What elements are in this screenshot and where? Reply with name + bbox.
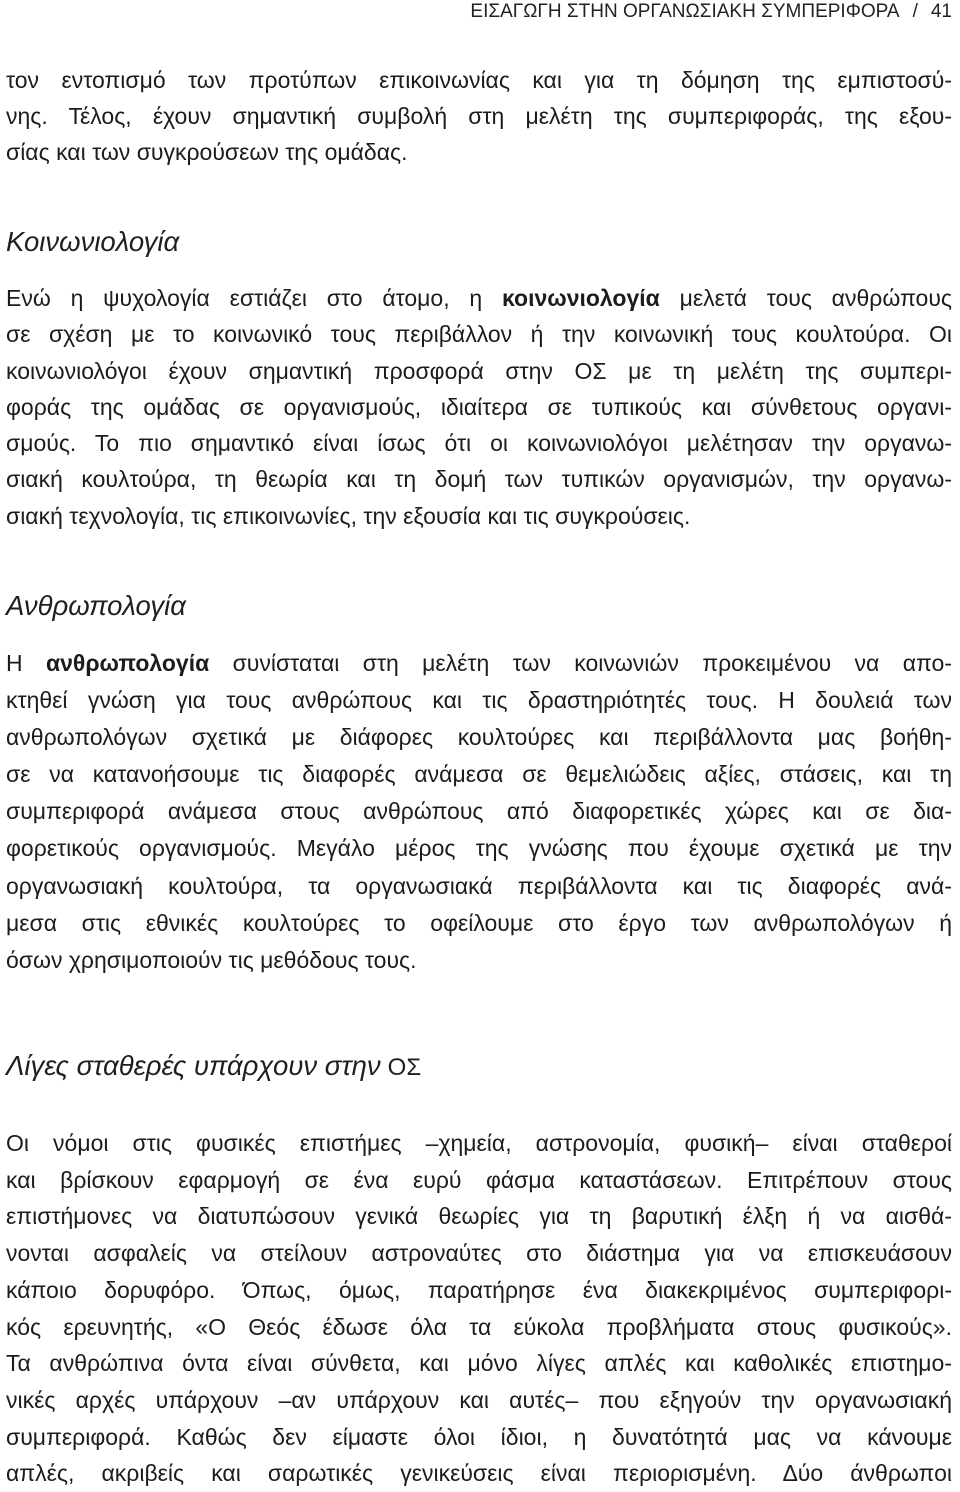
text-segment: μελετά τους ανθρώπους xyxy=(659,285,952,311)
text-line: σε σχέση με το κοινωνικό τους περιβάλλον ή την κοινωνική τους κουλτούρα. Οι xyxy=(6,321,952,348)
text-line: ανθρωπολόγων σχετικά με διάφορες κουλτούρες και περιβάλλοντα μας βοήθη- xyxy=(6,724,952,751)
section-heading-text: Λίγες σταθερές υπάρχουν στην xyxy=(6,1050,381,1081)
section-heading-abbreviation: ΟΣ xyxy=(387,1054,422,1081)
text-line: όσων χρησιμοποιούν τις μεθόδους τους. xyxy=(6,946,417,973)
key-term: κοινωνιολογία xyxy=(501,285,660,311)
header-separator: / xyxy=(912,1,918,22)
text-line: σε να κατανοήσουμε τις διαφορές ανάμεσα σε θεμελιώδεις αξίες, στάσεις, και τη xyxy=(6,761,952,788)
running-title: ΕΙΣΑΓΩΓΗ ΣΤΗΝ ΟΡΓΑΝΩΣΙΑΚΗ ΣΥΜΠΕΡΙΦΟΡΑ xyxy=(470,1,900,22)
text-line: Οι νόμοι στις φυσικές επιστήμες –χημεία, αστρονομία, φυσική– είναι σταθεροί xyxy=(6,1130,952,1156)
text-line: κοινωνιολόγοι έχουν σημαντική προσφορά στην ΟΣ με τη μελέτη της συμπερι- xyxy=(6,357,952,384)
text-line: συμπεριφορά. Καθώς δεν είμαστε όλοι ίδιοι, η δυνατότητά μας να κάνουμε xyxy=(6,1423,952,1450)
text-line: νικές αρχές υπάρχουν –αν υπάρχουν και αυτές– που εξηγούν την οργανωσιακή xyxy=(6,1386,952,1413)
text-line: και βρίσκουν εφαρμογή σε ένα ευρύ φάσμα καταστάσεων. Επιτρέπουν στους xyxy=(6,1166,952,1193)
section-heading xyxy=(6,1048,421,1086)
paragraph-continuation xyxy=(6,62,952,170)
paragraph-anthropology xyxy=(6,645,952,979)
text-line: σίας και των συγκρούσεων της ομάδας. xyxy=(6,139,408,165)
text-line: σμούς. Το πιο σημαντικό είναι ίσως ότι οι κοινωνιολόγοι μελέτησαν την οργανω- xyxy=(6,430,952,457)
text-line xyxy=(6,645,952,682)
paragraph-constants xyxy=(6,1125,952,1492)
text-line: σιακή τεχνολογία, τις επικοινωνίες, την εξουσία και τις συγκρούσεις. xyxy=(6,502,691,529)
text-line: μεσα στις εθνικές κουλτούρες το οφείλουμε στο έργο των ανθρωπολόγων ή xyxy=(6,909,952,936)
section-heading: Ανθρωπολογία xyxy=(6,590,186,621)
text-line: νονται ασφαλείς να στείλουν αστροναύτες στο διάστημα για να επισκευάσουν xyxy=(6,1240,952,1267)
section-heading: Κοινωνιολογία xyxy=(6,226,180,257)
text-line: συμπεριφορά ανάμεσα στους ανθρώπους από διαφορετικές χώρες και σε δια- xyxy=(6,798,952,825)
text-segment: συνίσταται στη μελέτη των κοινωνιών προκειμένου να απο- xyxy=(209,650,952,676)
text-line: κός ερευνητής, «Ο Θεός έδωσε όλα τα εύκολα προβλήματα στους φυσικούς». xyxy=(6,1313,952,1340)
text-line: τον εντοπισμό των προτύπων επικοινωνίας και για τη δόμηση της εμπιστοσύ- xyxy=(6,67,952,93)
text-line xyxy=(6,280,952,316)
text-segment: Ενώ η ψυχολογία εστιάζει στο άτομο, η xyxy=(6,285,502,311)
text-line: επιστήμονες να διατυπώσουν γενικά θεωρίες για τη βαρυτική έλξη ή να αισθά- xyxy=(6,1203,952,1230)
paragraph-sociology xyxy=(6,280,952,534)
text-line: φορετικούς οργανισμούς. Μεγάλο μέρος της γνώσης που έχουμε σχετικά με την xyxy=(6,835,952,862)
running-header xyxy=(470,0,952,24)
text-line: Τα ανθρώπινα όντα είναι σύνθετα, και μόνο λίγες απλές και καθολικές επιστημο- xyxy=(6,1350,952,1377)
text-segment: Η xyxy=(6,650,46,676)
text-line: νης. Τέλος, έχουν σημαντική συμβολή στη μελέτη της συμπεριφοράς, της εξου- xyxy=(6,103,952,129)
text-line: σιακή κουλτούρα, τη θεωρία και τη δομή των τυπικών οργανισμών, την οργανω- xyxy=(6,466,952,493)
text-line: οργανωσιακή κουλτούρα, τα οργανωσιακά περιβάλλοντα και τις διαφορές ανά- xyxy=(6,872,952,899)
page-number: 41 xyxy=(930,1,952,22)
text-line: φοράς της ομάδας σε οργανισμούς, ιδιαίτερα σε τυπικούς και σύνθετους οργανι- xyxy=(6,393,952,420)
text-line: απλές, ακριβείς και σαρωτικές γενικεύσεις είναι περιορισμένη. Δύο άνθρωποι xyxy=(6,1460,952,1487)
text-line: κάποιο δορυφόρο. Όπως, όμως, παρατήρησε ένα διακεκριμένος συμπεριφορι- xyxy=(6,1276,952,1303)
text-line: κτηθεί γνώση για τους ανθρώπους και τις δραστηριότητές τους. Η δουλειά των xyxy=(6,687,952,714)
key-term: ανθρωπολογία xyxy=(45,650,210,676)
